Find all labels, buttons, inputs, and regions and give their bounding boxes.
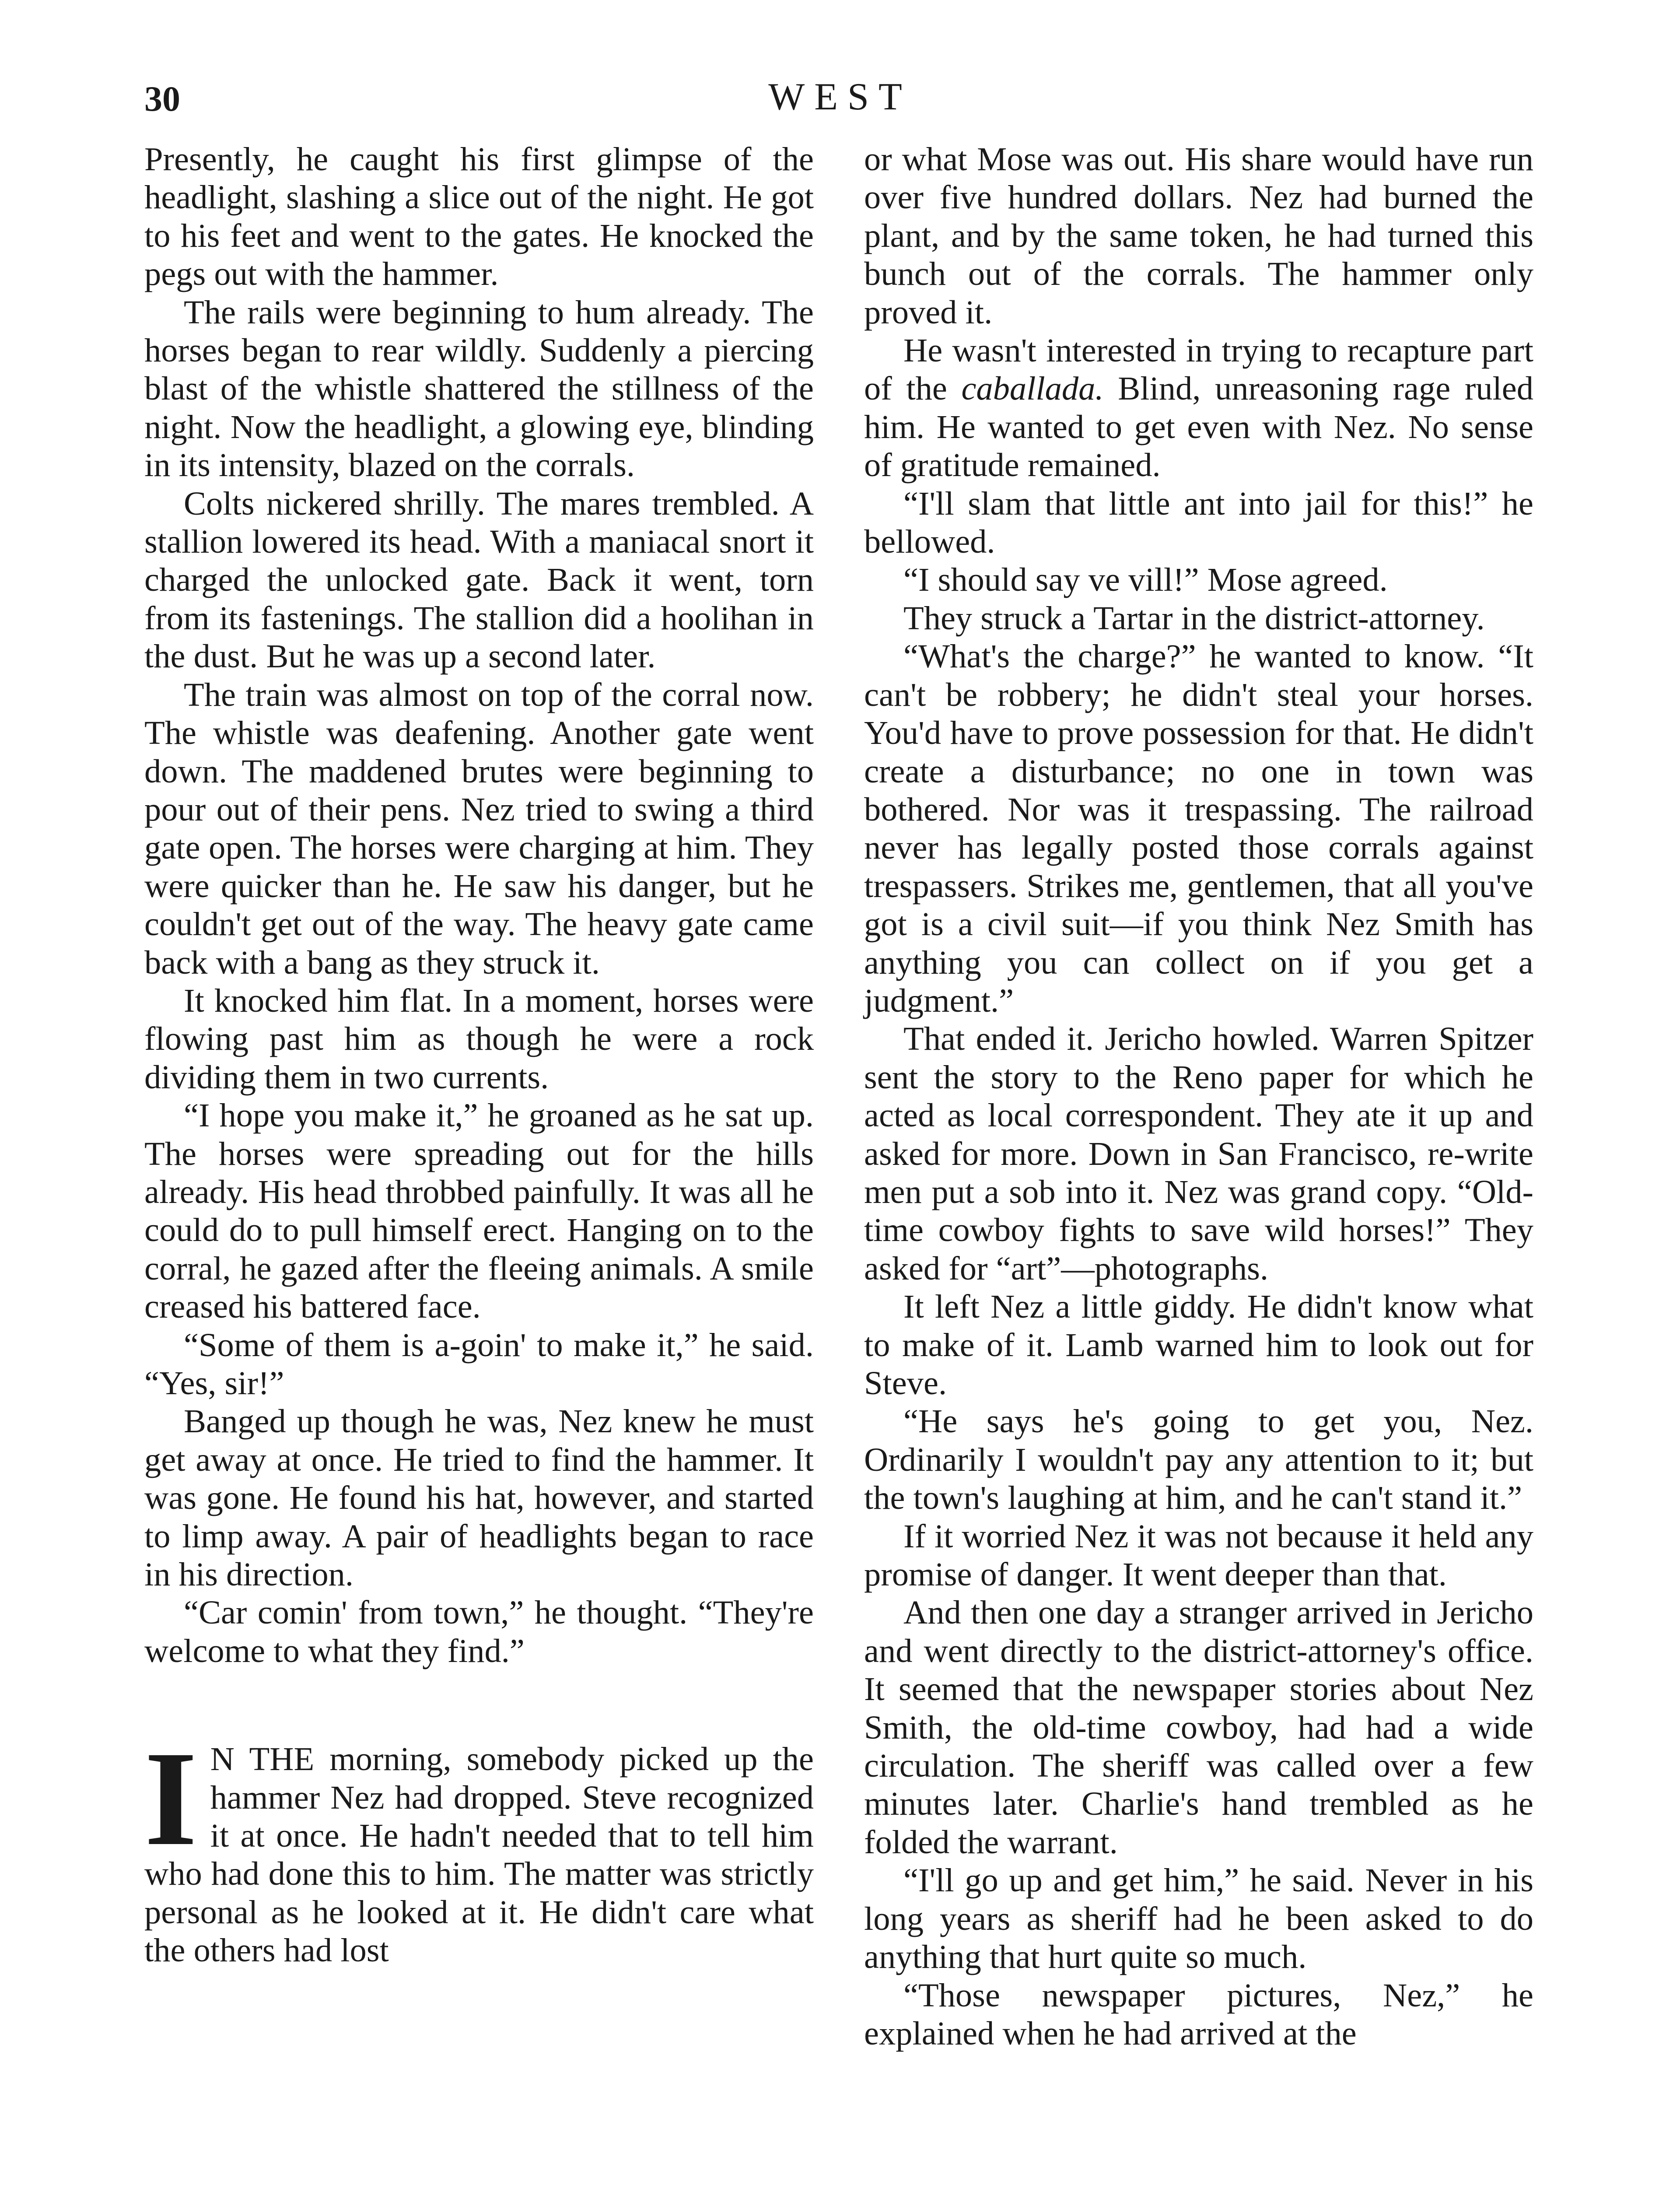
- paragraph: “I hope you make it,” he groaned as he sat up. The horses were spreading out for the hills already. His head throbbed painfully. It was all he could do to pull himself erect. Hanging on to the corral, he gazed after the fleeing animals. A smile creased his battered face.: [144, 1097, 814, 1325]
- paragraph: They struck a Tartar in the district-attorney.: [903, 599, 1485, 637]
- paragraph: “I'll go up and get him,” he said. Never in his long years as sheriff had he been asked to do anything that hurt quite so much.: [864, 1862, 1533, 1976]
- section-opening-paragraph: [144, 1724, 814, 1969]
- paragraph: “Car comin' from town,” he thought. “They're welcome to what they find.”: [144, 1594, 814, 1669]
- section-break: [144, 1670, 814, 1740]
- paragraph: [864, 331, 1533, 484]
- paragraph: “I should say ve vill!” Mose agreed.: [903, 561, 1388, 599]
- paragraph: Banged up though he was, Nez knew he must get away at once. He tried to find the hammer. It was gone. He found his hat, however, and started to limp away. A pair of headlights began to race in his direction.: [144, 1403, 814, 1593]
- paragraph: Presently, he caught his first glimpse of the headlight, slashing a slice out of the night. He got to his feet and went to the gates. He knocked the pegs out with the hammer.: [144, 140, 814, 293]
- paragraph: “Some of them is a-goin' to make it,” he said. “Yes, sir!”: [144, 1326, 814, 1402]
- paragraph: “Those newspaper pictures, Nez,” he explained when he had arrived at the: [864, 1976, 1533, 2052]
- paragraph: And then one day a stranger arrived in Jericho and went directly to the district-attorney's office. It seemed that the newspaper stories about Nez Smith, the old-time cowboy, had had a wide circulation. The sheriff was called over a few minutes later. Charlie's hand trembled as he folded the warrant.: [864, 1594, 1533, 1861]
- paragraph-text: He wasn't interested in trying to recapture part of the: [864, 332, 1533, 407]
- paragraph: “I'll slam that little ant into jail for this!” he bellowed.: [864, 484, 1533, 561]
- page-number: 30: [144, 79, 180, 119]
- paragraph: “What's the charge?” he wanted to know. “It can't be robbery; he didn't steal your horses. You'd have to prove possession for that. He didn't create a disturbance; no one in town was bothered. Nor was it trespassing. The railroad never has legally posted those corrals against trespassers. Strikes me, gentlemen, that all you've got is a civil suit—if you think Nez Smith has anything you can collect on if you get a judgment.”: [864, 638, 1533, 1019]
- paragraph: The rails were beginning to hum already. The horses began to rear wildly. Suddenly a piercing blast of the whistle shattered the stillness of the night. Now the headlight, a glowing eye, blinding in its intensity, blazed on the corrals.: [144, 293, 814, 484]
- paragraph: If it worried Nez it was not because it held any promise of danger. It went deeper than that.: [864, 1517, 1533, 1593]
- paragraph: The train was almost on top of the corral now. The whistle was deafening. Another gate went down. The maddened brutes were beginning to pour out of their pens. Nez tried to swing a third gate open. The horses were charging at him. They were quicker than he. He saw his danger, but he couldn't get out of the way. The heavy gate came back with a bang as they struck it.: [144, 676, 814, 981]
- paragraph: That ended it. Jericho howled. Warren Spitzer sent the story to the Reno paper for which he acted as local correspondent. They ate it up and asked for more. Down in San Francisco, re-write men put a sob into it. Nez was grand copy. “Old-time cowboy fights to save wild horses!” They asked for “art”—photographs.: [864, 1020, 1533, 1287]
- paragraph: “He says he's going to get you, Nez. Ordinarily I wouldn't pay any attention to it; but the town's laughing at him, and he can't stand it.”: [864, 1403, 1533, 1517]
- left-column: [144, 140, 814, 1970]
- right-column: [864, 140, 1533, 2052]
- section-opening-text: N THE morning, somebody picked up the hammer Nez had dropped. Steve recognized it at once. He hadn't needed that to tell him who had done this to him. The matter was strictly personal as he looked at it. He didn't care what the others had lost: [144, 1740, 814, 1969]
- paragraph-text: Blind, unreasoning rage ruled him. He wanted to get even with Nez. No sense of gratitude remained.: [864, 370, 1533, 484]
- paragraph: It knocked him flat. In a moment, horses were flowing past him as though he were a rock dividing them in two currents.: [144, 982, 814, 1096]
- paragraph: Colts nickered shrilly. The mares trembled. A stallion lowered its head. With a maniacal snort it charged the unlocked gate. Back it went, torn from its fastenings. The stallion did a hoolihan in the dust. But he was up a second later.: [144, 484, 814, 675]
- running-head: WEST: [768, 76, 912, 118]
- paragraph: It left Nez a little giddy. He didn't know what to make of it. Lamb warned him to look out for Steve.: [864, 1288, 1533, 1402]
- drop-cap: I: [144, 1724, 197, 1874]
- continued-paragraph: or what Mose was out. His share would have run over five hundred dollars. Nez had burned the plant, and by the same token, he had turned this bunch out of the corrals. The hammer only proved it.: [864, 140, 1533, 331]
- italic-word: caballada.: [961, 370, 1104, 407]
